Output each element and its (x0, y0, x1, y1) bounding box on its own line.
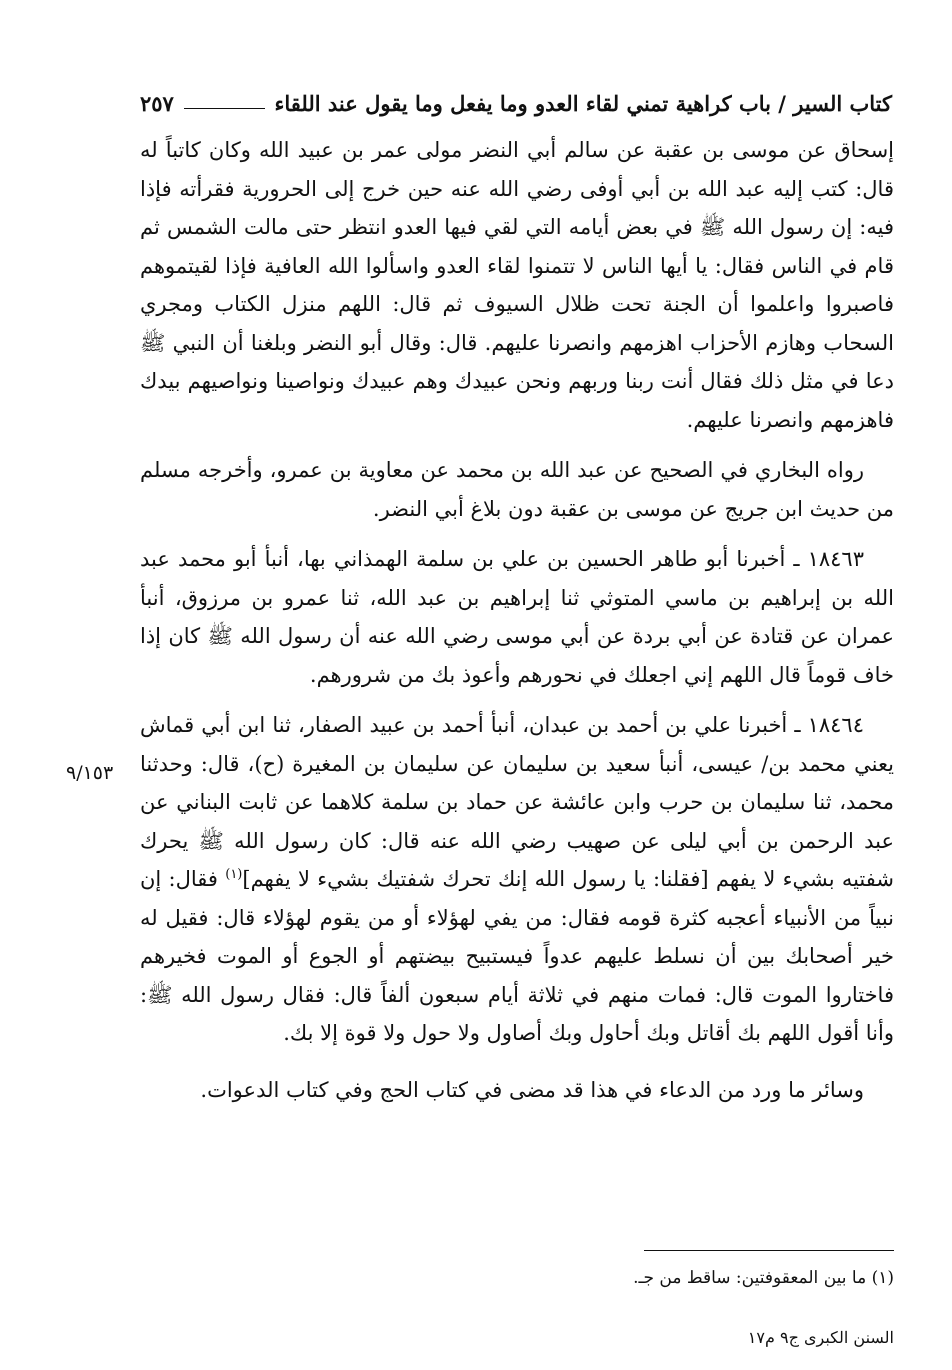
footnote-divider (644, 1250, 894, 1251)
margin-reference: ٩/١٥٣ (66, 762, 114, 784)
footnote: (١) ما بين المعقوفتين: ساقط من جـ. (633, 1268, 894, 1288)
paragraph-4 (140, 706, 894, 1053)
header-rule (184, 108, 265, 109)
page-number: ٢٥٧ (140, 91, 174, 116)
header-title: كتاب السير / باب كراهية تمني لقاء العدو وما يفعل وما يقول عند اللقاء (274, 91, 892, 116)
paragraph-4-text: ١٨٤٦٤ ـ أخبرنا علي بن أحمد بن عبدان، أنبأ أحمد بن عبيد الصفار، ثنا ابن أبي قماش يعني محمد بن/ عيسى، أنبأ سعيد بن سليمان عن سليمان بن المغيرة (ح)، قال: وحدثنا محمد، ثنا سليمان بن حرب وابن عائشة عن حماد بن سلمة كلاهما عن ثابت البناني عن عبد الرحمن بن أبي ليلى عن صهيب رضي الله عنه قال: كان رسول الله ﷺ يحرك شفتيه بشيء لا يفهم [فقلنا: يا رسول الله إنك تحرك شفتيك بشيء لا يفهم] (140, 713, 894, 891)
closing-paragraph: وسائر ما ورد من الدعاء في هذا قد مضى في كتاب الحج وفي كتاب الدعوات. (200, 1077, 864, 1102)
paragraph-1: إسحاق عن موسى بن عقبة عن سالم أبي النضر مولى عمر بن عبيد الله وكان كاتباً له قال: كتب إليه عبد الله بن أبي أوفى رضي الله عنه حين خرج إلى الحرورية فقرأته فإذا فيه: إن رسول الله ﷺ في بعض أيامه التي لقي فيها العدو انتظر حتى مالت الشمس ثم قام في الناس فقال: يا أيها الناس لا تتمنوا لقاء العدو واسألوا الله العافية فإذا لقيتموهم فاصبروا واعلموا أن الجنة تحت ظلال السيوف ثم قال: اللهم منزل الكتاب ومجري السحاب وهازم الأحزاب اهزمهم وانصرنا عليهم. قال: وقال أبو النضر وبلغنا أن النبي ﷺ دعا في مثل ذلك فقال أنت ربنا وربهم ونحن عبيدك وهم عبيدك ونواصينا ونواصيهم بيدك فاهزمهم وانصرنا عليهم. (140, 138, 894, 432)
paragraph-3: ١٨٤٦٣ ـ أخبرنا أبو طاهر الحسين بن علي بن سلمة الهمذاني بها، أنبأ أبو محمد عبد الله بن إبراهيم بن ماسي المتوثي ثنا إبراهيم بن عبد الله، ثنا عمرو بن مرزوق، أنبأ عمران عن قتادة عن أبي بردة عن أبي موسى رضي الله عنه أن رسول الله ﷺ كان إذا خاف قوماً قال اللهم إني اجعلك في نحورهم وأعوذ بك من شرورهم. (140, 547, 894, 687)
main-text (140, 131, 894, 1121)
footnote-marker: (١) (225, 867, 243, 882)
paragraph-4-continuation: فقال: إن نبياً من الأنبياء أعجبه كثرة قومه فقال: من يفي لهؤلاء أو من يقوم لهؤلاء قال: فقيل له خير أصحابك بين أن نسلط عليهم عدواً فيستبيح بيضتهم أو الجوع أو الموت فخيرهم فاختاروا الموت قال: فمات منهم في ثلاثة أيام سبعون ألفاً قال: فقال رسول الله ﷺ: وأنا أقول اللهم بك أقاتل وبك أحاول وبك أصاول ولا حول ولا قوة إلا بك. (140, 867, 894, 1045)
running-header (140, 84, 892, 116)
paragraph-2: رواه البخاري في الصحيح عن عبد الله بن محمد عن معاوية بن عمرو، وأخرجه مسلم من حديث ابن جريج عن موسى بن عقبة دون بلاغ أبي النضر. (140, 458, 894, 521)
printer-signature: السنن الكبرى ج٩ م١٧ (747, 1328, 894, 1347)
